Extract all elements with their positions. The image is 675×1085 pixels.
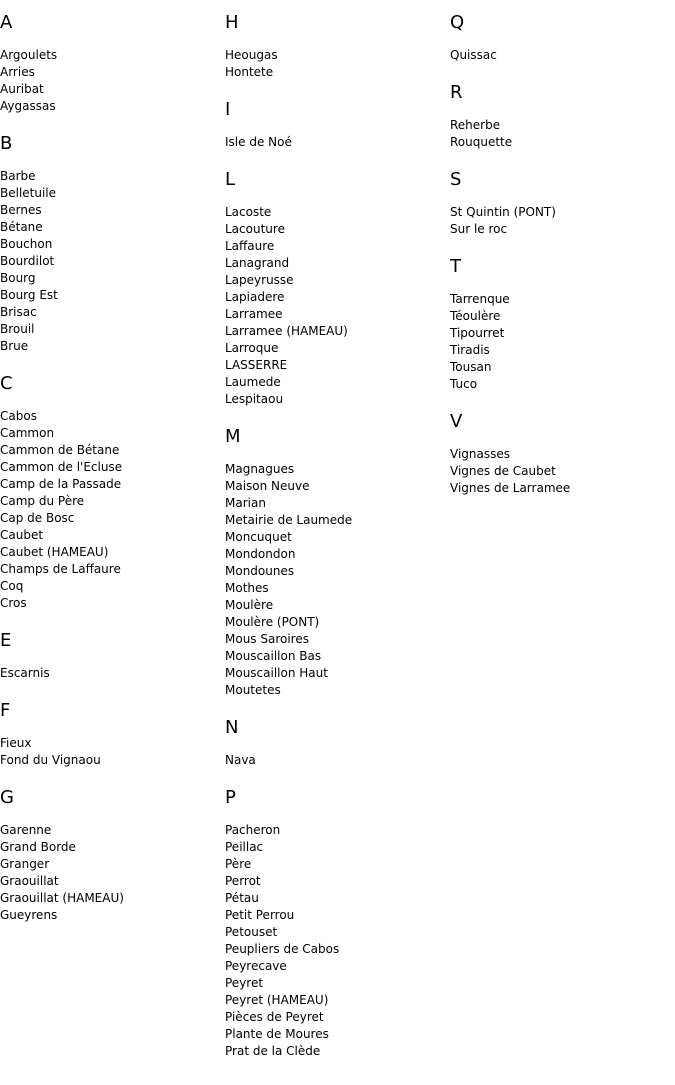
place-link[interactable]: Auribat [0, 82, 44, 96]
place-link[interactable]: Moulère (PONT) [225, 615, 320, 629]
place-link[interactable]: Bernes [0, 203, 42, 217]
place-link[interactable]: Marian [225, 496, 266, 510]
place-link[interactable]: Brisac [0, 305, 37, 319]
place-link[interactable]: Larramee [225, 307, 283, 321]
place-link[interactable]: LASSERRE [225, 358, 288, 372]
place-list [225, 204, 450, 408]
place-link[interactable]: Bourg Est [0, 288, 58, 302]
place-list [225, 822, 450, 1060]
letter-group [0, 373, 225, 612]
place-link[interactable]: Cap de Bosc [0, 511, 75, 525]
place-link[interactable]: Bourdilot [0, 254, 55, 268]
place-link[interactable]: Tousan [450, 360, 492, 374]
place-link[interactable]: Gueyrens [0, 908, 58, 922]
letter-group [0, 787, 225, 924]
place-link[interactable]: Brue [0, 339, 29, 353]
index-column [450, 0, 675, 515]
letter-heading: C [0, 373, 13, 394]
place-link[interactable]: Moncuquet [225, 530, 292, 544]
place-link[interactable]: Peillac [225, 840, 264, 854]
letter-group [225, 99, 450, 151]
letter-group [225, 169, 450, 408]
letter-heading: I [225, 99, 231, 120]
place-link[interactable]: Père [225, 857, 252, 871]
letter-heading: E [0, 630, 12, 651]
place-link[interactable]: Mouscaillon Haut [225, 666, 328, 680]
place-link[interactable]: Coq [0, 579, 24, 593]
place-link[interactable]: Fond du Vignaou [0, 753, 101, 767]
place-link[interactable]: Laumede [225, 375, 281, 389]
place-list [0, 408, 225, 612]
letter-group [225, 787, 450, 1060]
place-link[interactable]: Peyrecave [225, 959, 287, 973]
letter-heading: Q [450, 12, 465, 33]
letter-heading: S [450, 169, 462, 190]
letter-heading: N [225, 717, 239, 738]
place-link[interactable]: Mondounes [225, 564, 295, 578]
place-link[interactable]: Granger [0, 857, 50, 871]
place-list [0, 822, 225, 924]
place-link[interactable]: Sur le roc [450, 222, 508, 236]
place-link[interactable]: Belletuile [0, 186, 57, 200]
letter-group [450, 82, 675, 151]
place-link[interactable]: Petouset [225, 925, 278, 939]
place-link[interactable]: Vignes de Caubet [450, 464, 556, 478]
place-link[interactable]: Tiradis [450, 343, 490, 357]
place-link[interactable]: Pièces de Peyret [225, 1010, 324, 1024]
place-link[interactable]: Lacoste [225, 205, 272, 219]
place-list [0, 735, 225, 769]
place-link[interactable]: Bouchon [0, 237, 53, 251]
place-link[interactable]: Vignes de Larramee [450, 481, 571, 495]
letter-heading: B [0, 133, 13, 154]
place-link[interactable]: Mouscaillon Bas [225, 649, 322, 663]
letter-group [0, 133, 225, 355]
place-link[interactable]: Tipourret [450, 326, 505, 340]
place-link[interactable]: Quissac [450, 48, 497, 62]
place-link[interactable]: Laffaure [225, 239, 275, 253]
place-link[interactable]: Escarnis [0, 666, 50, 680]
place-link[interactable]: Mothes [225, 581, 269, 595]
place-link[interactable]: Metairie de Laumede [225, 513, 353, 527]
letter-group [225, 717, 450, 769]
place-link[interactable]: Isle de Noé [225, 135, 292, 149]
place-link[interactable]: Prat de la Clède [225, 1044, 321, 1058]
letter-group [225, 426, 450, 699]
place-list [225, 134, 450, 151]
place-link[interactable]: Cammon [0, 426, 55, 440]
place-list [450, 204, 675, 238]
letter-heading: R [450, 82, 463, 103]
place-link[interactable]: Peupliers de Cabos [225, 942, 340, 956]
place-link[interactable]: Graouillat (HAMEAU) [0, 891, 124, 905]
letter-heading: P [225, 787, 236, 808]
place-link[interactable]: Reherbe [450, 118, 501, 132]
place-link[interactable]: Barbe [0, 169, 36, 183]
place-link[interactable]: Lapiadere [225, 290, 285, 304]
place-link[interactable]: Lespitaou [225, 392, 284, 406]
place-list [225, 752, 450, 769]
place-link[interactable]: Vignasses [450, 447, 510, 461]
letter-heading: T [450, 256, 461, 277]
place-link[interactable]: Argoulets [0, 48, 58, 62]
place-link[interactable]: Perrot [225, 874, 261, 888]
place-link[interactable]: Bourg [0, 271, 36, 285]
place-list [450, 291, 675, 393]
place-list [450, 446, 675, 497]
letter-heading: V [450, 411, 463, 432]
place-link[interactable]: Moutetes [225, 683, 281, 697]
place-link[interactable]: Bétane [0, 220, 43, 234]
letter-heading: L [225, 169, 236, 190]
place-link[interactable]: Fieux [0, 736, 32, 750]
place-link[interactable]: Aygassas [0, 99, 56, 113]
place-list [0, 47, 225, 115]
letter-group [450, 411, 675, 497]
place-link[interactable]: St Quintin (PONT) [450, 205, 556, 219]
place-link[interactable]: Maison Neuve [225, 479, 310, 493]
place-link[interactable]: Caubet (HAMEAU) [0, 545, 109, 559]
place-link[interactable]: Graouillat [0, 874, 59, 888]
place-link[interactable]: Larramee (HAMEAU) [225, 324, 348, 338]
place-list [0, 168, 225, 355]
place-link[interactable]: Plante de Moures [225, 1027, 329, 1041]
letter-heading: A [0, 12, 13, 33]
place-link[interactable]: Nava [225, 753, 256, 767]
place-link[interactable]: Heougas [225, 48, 278, 62]
place-link[interactable]: Cros [0, 596, 27, 610]
letter-group [450, 169, 675, 238]
index-column [0, 0, 225, 942]
place-list [0, 665, 225, 682]
letter-group [0, 12, 225, 115]
place-link[interactable]: Champs de Laffaure [0, 562, 121, 576]
place-link[interactable]: Lacouture [225, 222, 285, 236]
place-link[interactable]: Brouil [0, 322, 35, 336]
place-list [225, 461, 450, 699]
place-link[interactable]: Tarrenque [450, 292, 510, 306]
place-link[interactable]: Garenne [0, 823, 52, 837]
place-link[interactable]: Arries [0, 65, 35, 79]
letter-group [450, 256, 675, 393]
place-link[interactable]: Pacheron [225, 823, 281, 837]
place-link[interactable]: Petit Perrou [225, 908, 295, 922]
place-link[interactable]: Caubet [0, 528, 44, 542]
place-link[interactable]: Camp du Père [0, 494, 85, 508]
place-list [450, 117, 675, 151]
place-link[interactable]: Mondondon [225, 547, 296, 561]
place-link[interactable]: Camp de la Passade [0, 477, 122, 491]
place-link[interactable]: Lapeyrusse [225, 273, 294, 287]
place-link[interactable]: Cabos [0, 409, 37, 423]
place-link[interactable]: Larroque [225, 341, 279, 355]
letter-group [0, 630, 225, 682]
place-link[interactable]: Peyret (HAMEAU) [225, 993, 329, 1007]
place-link[interactable]: Tuco [450, 377, 478, 391]
place-link[interactable]: Magnagues [225, 462, 295, 476]
place-link[interactable]: Pétau [225, 891, 259, 905]
index-column [225, 0, 450, 1078]
place-link[interactable]: Peyret [225, 976, 264, 990]
letter-heading: F [0, 700, 11, 721]
place-link[interactable]: Cammon de l'Ecluse [0, 460, 123, 474]
place-link[interactable]: Grand Borde [0, 840, 76, 854]
place-link[interactable]: Téoulère [450, 309, 501, 323]
letter-group [225, 12, 450, 81]
letter-heading: G [0, 787, 14, 808]
place-link[interactable]: Cammon de Bétane [0, 443, 120, 457]
place-link[interactable]: Mous Saroires [225, 632, 309, 646]
place-list [225, 47, 450, 81]
letter-heading: M [225, 426, 241, 447]
place-link[interactable]: Rouquette [450, 135, 513, 149]
letter-group [0, 700, 225, 769]
place-list [450, 47, 675, 64]
place-link[interactable]: Moulère [225, 598, 274, 612]
letter-heading: H [225, 12, 239, 33]
letter-group [450, 12, 675, 64]
place-link[interactable]: Hontete [225, 65, 274, 79]
place-link[interactable]: Lanagrand [225, 256, 290, 270]
